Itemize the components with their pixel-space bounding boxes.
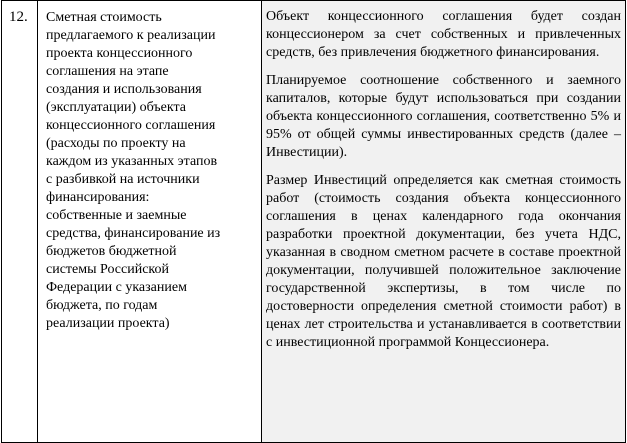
specification-table xyxy=(1,0,626,443)
row-number: 12. xyxy=(9,9,28,25)
table-row xyxy=(2,1,626,443)
criterion-cell xyxy=(38,1,262,443)
paragraph-capital-ratio: Планируемое соотношение собственного и заемного капиталов, которые будут использоваться при создании объекта концессионного соглашения, соответственно 5% и 95% от общей суммы инвестированных средств (далее – Инвестиции). xyxy=(266,73,621,160)
paragraph-financing-sources: Объект концессионного соглашения будет создан концессионером за счет собственных и привлеченных средств, без привлечения бюджетного финансирования. xyxy=(266,9,621,60)
criterion-text: Сметная стоимость предлагаемого к реализации проекта концессионного соглашения на этапе создания и использования (эксплуатации) объекта концессионного соглашения (расходы по проекту на каждом из указанных этапов с разбивкой на источники финансирования: собственные и заемные средства, финансирование из бюджетов бюджетной системы Российской Федерации с указанием бюджета, по годам реализации проекта) xyxy=(46,10,221,331)
row-number-cell xyxy=(2,1,38,443)
paragraph-investment-size: Размер Инвестиций определяется как сметная стоимость работ (стоимость создания объекта концессионного соглашения в ценах календарного года окончания разработки проектной документации, без учета НДС, указанная в сводном сметном расчете в составе проектной документации, получившей положительное заключение государственной экспертизы, в том числе по достоверности определения сметной стоимости работ) в ценах лет строительства и устанавливается в соответствии с инвестиционной программой Концессионера. xyxy=(266,173,621,350)
description-cell xyxy=(262,1,626,443)
